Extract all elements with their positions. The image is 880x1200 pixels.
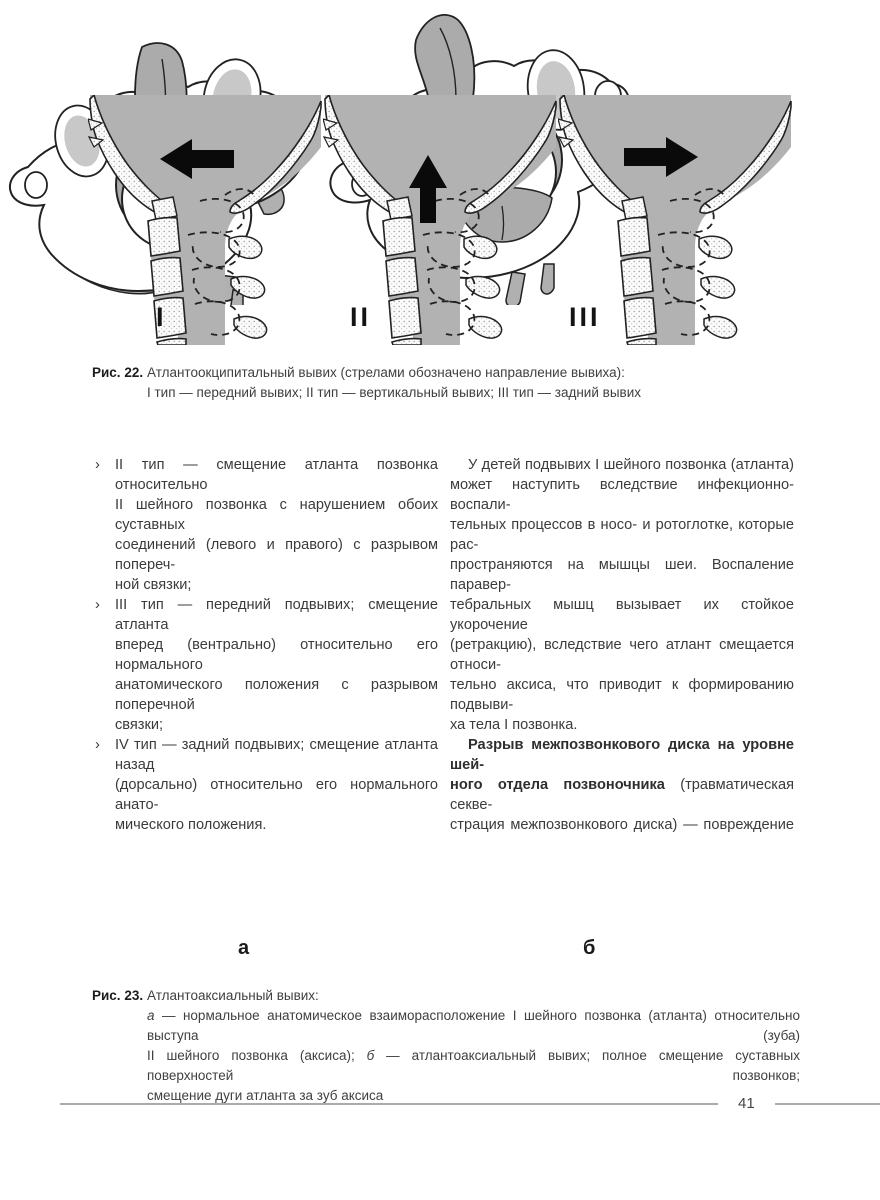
caption-line: Атлантоокципитальный вывих (стрелами обозначено направление вывиха): — [147, 365, 625, 380]
text-line: тельных процессов в носо- и ротоглотке, которые рас- — [450, 517, 794, 553]
figure-22-caption-text — [147, 363, 800, 403]
text-line: ха тела I позвонка. — [450, 717, 578, 733]
text-line: (дорсально) относительно его нормального анато- — [115, 777, 438, 813]
list-bullet: › — [95, 737, 100, 753]
paragraph — [450, 455, 794, 735]
text-line: тебральных мышц вызывает их стойкое укорочение — [450, 597, 794, 633]
footer-rule-left — [60, 1103, 718, 1105]
figure-22-atlanto-occipital-dislocation — [88, 95, 794, 345]
text-line: II шейного позвонка с нарушением обоих суставных — [115, 497, 438, 533]
text-line: страция межпозвонкового диска) — повреждение — [450, 817, 794, 833]
text-line: может наступить вследствие инфекционно-воспали- — [450, 477, 794, 513]
body-right-column — [450, 455, 794, 835]
figure-23-caption-text — [147, 986, 800, 1106]
panel-numeral-3: III — [569, 302, 601, 332]
text-line: вперед (вентрально) относительно его нормального — [115, 637, 438, 673]
text-line: ного отдела позвоночника (травматическая секве- — [450, 777, 794, 813]
caption-line: I тип — передний вывих; II тип — вертикальный вывих; III тип — задний вывих — [147, 385, 641, 400]
list-item — [88, 735, 438, 835]
figure-23-caption-label: Рис. 23. — [92, 988, 144, 1003]
text-line: II тип — смещение атланта позвонка относительно — [115, 457, 438, 493]
panel-numeral-1: I — [156, 302, 167, 332]
caption-line: II шейного позвонка (аксиса); б — атлантоаксиальный вывих; полное смещение суставных поверхностей позвонков; — [147, 1048, 800, 1083]
page-footer — [60, 1096, 880, 1111]
list-item-text — [115, 735, 438, 835]
list-bullet: › — [95, 597, 100, 613]
text-line: ной связки; — [115, 577, 192, 593]
caption-line: а — нормальное анатомическое взаиморасположение I шейного позвонка (атланта) относительно выступа (зуба) — [147, 1008, 800, 1043]
footer-rule-right — [775, 1103, 880, 1105]
figure-23-label-b: б — [583, 937, 596, 959]
text-line: IV тип — задний подвывих; смещение атланта назад — [115, 737, 438, 773]
figure-22-caption-label: Рис. 22. — [92, 365, 144, 380]
figure-23-caption — [92, 986, 800, 1106]
body-left-column — [88, 455, 438, 835]
list-bullet: › — [95, 457, 100, 473]
list-item-text — [115, 455, 438, 595]
caption-line: Атлантоаксиальный вывих: — [147, 988, 319, 1003]
text-line: У детей подвывих I шейного позвонка (атланта) — [468, 457, 794, 473]
text-line: Разрыв межпозвонкового диска на уровне шей- — [450, 737, 794, 773]
figure-23-label-a: а — [238, 937, 250, 959]
text-line: пространяются на мышцы шеи. Воспаление паравер- — [450, 557, 794, 593]
list-item-text — [115, 595, 438, 735]
text-line: III тип — передний подвывих; смещение атланта — [115, 597, 438, 633]
page-number: 41 — [738, 1095, 755, 1112]
cervical-panel-type-1 — [88, 95, 323, 345]
text-line: мического положения. — [115, 817, 267, 833]
text-line: соединений (левого и правого) с разрывом попереч- — [115, 537, 438, 573]
text-line: связки; — [115, 717, 164, 733]
text-line: (ретракцию), вследствие чего атлант смещается относи- — [450, 637, 794, 673]
figure-22-caption — [92, 363, 800, 403]
paragraph — [450, 735, 794, 835]
text-line: анатомического положения с разрывом поперечной — [115, 677, 438, 713]
list-item — [88, 595, 438, 735]
list-item — [88, 455, 438, 595]
caption-line: смещение дуги атланта за зуб аксиса — [147, 1088, 384, 1103]
panel-numeral-2: II — [350, 302, 372, 332]
text-line: тельно аксиса, что приводит к формированию подвыви- — [450, 677, 794, 713]
